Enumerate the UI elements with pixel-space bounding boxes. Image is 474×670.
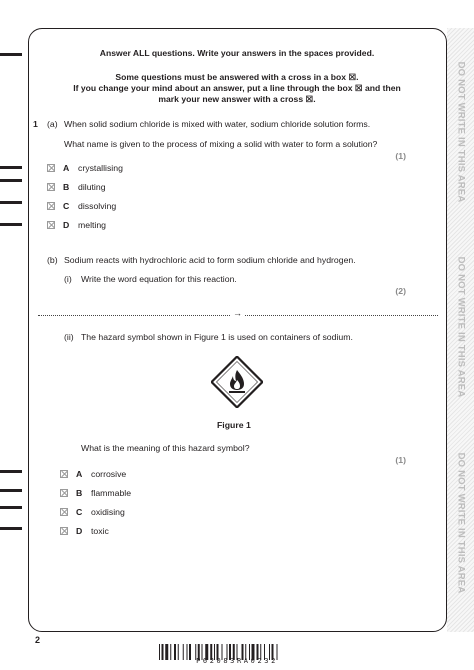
option-text: dissolving	[78, 201, 117, 211]
cross-box[interactable]	[60, 489, 68, 497]
option-letter: B	[76, 488, 83, 498]
equation-arrow: →	[233, 308, 242, 318]
registration-mark	[0, 489, 22, 492]
answer-option-c[interactable]	[47, 200, 116, 212]
registration-mark	[0, 201, 22, 204]
question-number: 1	[33, 119, 38, 129]
option-text: crystallising	[78, 163, 123, 173]
barcode-text: P62083RA0232	[196, 657, 278, 665]
option-text: melting	[78, 220, 107, 230]
cross-box[interactable]	[47, 221, 55, 229]
registration-mark	[0, 527, 22, 530]
margin-registration-marks	[0, 0, 24, 670]
instruction-line: Answer ALL questions. Write your answers in the spaces provided.	[99, 48, 375, 58]
question-stem: When solid sodium chloride is mixed with water, sodium chloride solution forms.	[64, 119, 371, 129]
option-text: toxic	[91, 526, 109, 536]
option-letter: A	[63, 163, 70, 173]
question-text: What name is given to the process of mixing a solid with water to form a solution?	[64, 139, 378, 149]
instruction-line: mark your new answer with a cross ☒.	[158, 94, 316, 104]
option-letter: C	[76, 507, 83, 517]
registration-mark	[0, 179, 22, 182]
answer-option-a[interactable]	[47, 162, 123, 174]
answer-option-b[interactable]	[60, 487, 131, 499]
subpart-label: (ii)	[64, 332, 74, 342]
option-letter: D	[76, 526, 83, 536]
instruction-line: Some questions must be answered with a cross in a box ☒.	[115, 72, 359, 82]
option-text: diluting	[78, 182, 106, 192]
marks-label: (1)	[395, 151, 406, 161]
question-text: Write the word equation for this reaction.	[81, 274, 237, 284]
question-text: The hazard symbol shown in Figure 1 is used on containers of sodium.	[81, 332, 353, 342]
registration-mark	[0, 166, 22, 169]
cross-box[interactable]	[47, 183, 55, 191]
cross-box[interactable]	[60, 508, 68, 516]
page-number: 2	[35, 635, 41, 645]
marks-label: (1)	[395, 455, 406, 465]
question-text: What is the meaning of this hazard symbol?	[81, 443, 250, 453]
registration-mark	[0, 53, 22, 56]
no-write-notice: DO NOT WRITE IN THIS AREA	[455, 61, 467, 203]
answer-option-a[interactable]	[60, 468, 126, 480]
no-write-notice: DO NOT WRITE IN THIS AREA	[455, 256, 467, 398]
registration-mark	[0, 506, 22, 509]
subpart-label: (i)	[64, 274, 72, 284]
figure-caption: Figure 1	[217, 420, 251, 430]
cross-box[interactable]	[47, 164, 55, 172]
flammable-hazard-icon	[211, 356, 263, 408]
registration-mark	[0, 223, 22, 226]
answer-option-d[interactable]	[60, 525, 109, 537]
option-text: oxidising	[91, 507, 125, 517]
option-letter: C	[63, 201, 70, 211]
cross-box[interactable]	[60, 470, 68, 478]
answer-option-d[interactable]	[47, 219, 106, 231]
option-text: corrosive	[91, 469, 127, 479]
question-stem: Sodium reacts with hydrochloric acid to form sodium chloride and hydrogen.	[64, 255, 356, 265]
answer-option-b[interactable]	[47, 181, 106, 193]
cross-box[interactable]	[47, 202, 55, 210]
registration-mark	[0, 470, 22, 473]
marks-label: (2)	[395, 286, 406, 296]
option-letter: A	[76, 469, 83, 479]
instruction-line: If you change your mind about an answer, put a line through the box ☒ and then	[73, 83, 401, 93]
no-write-notice: DO NOT WRITE IN THIS AREA	[455, 452, 467, 594]
part-label: (b)	[47, 255, 58, 265]
answer-option-c[interactable]	[60, 506, 125, 518]
cross-box[interactable]	[60, 527, 68, 535]
option-letter: D	[63, 220, 70, 230]
part-label: (a)	[47, 119, 58, 129]
option-text: flammable	[91, 488, 132, 498]
option-letter: B	[63, 182, 70, 192]
